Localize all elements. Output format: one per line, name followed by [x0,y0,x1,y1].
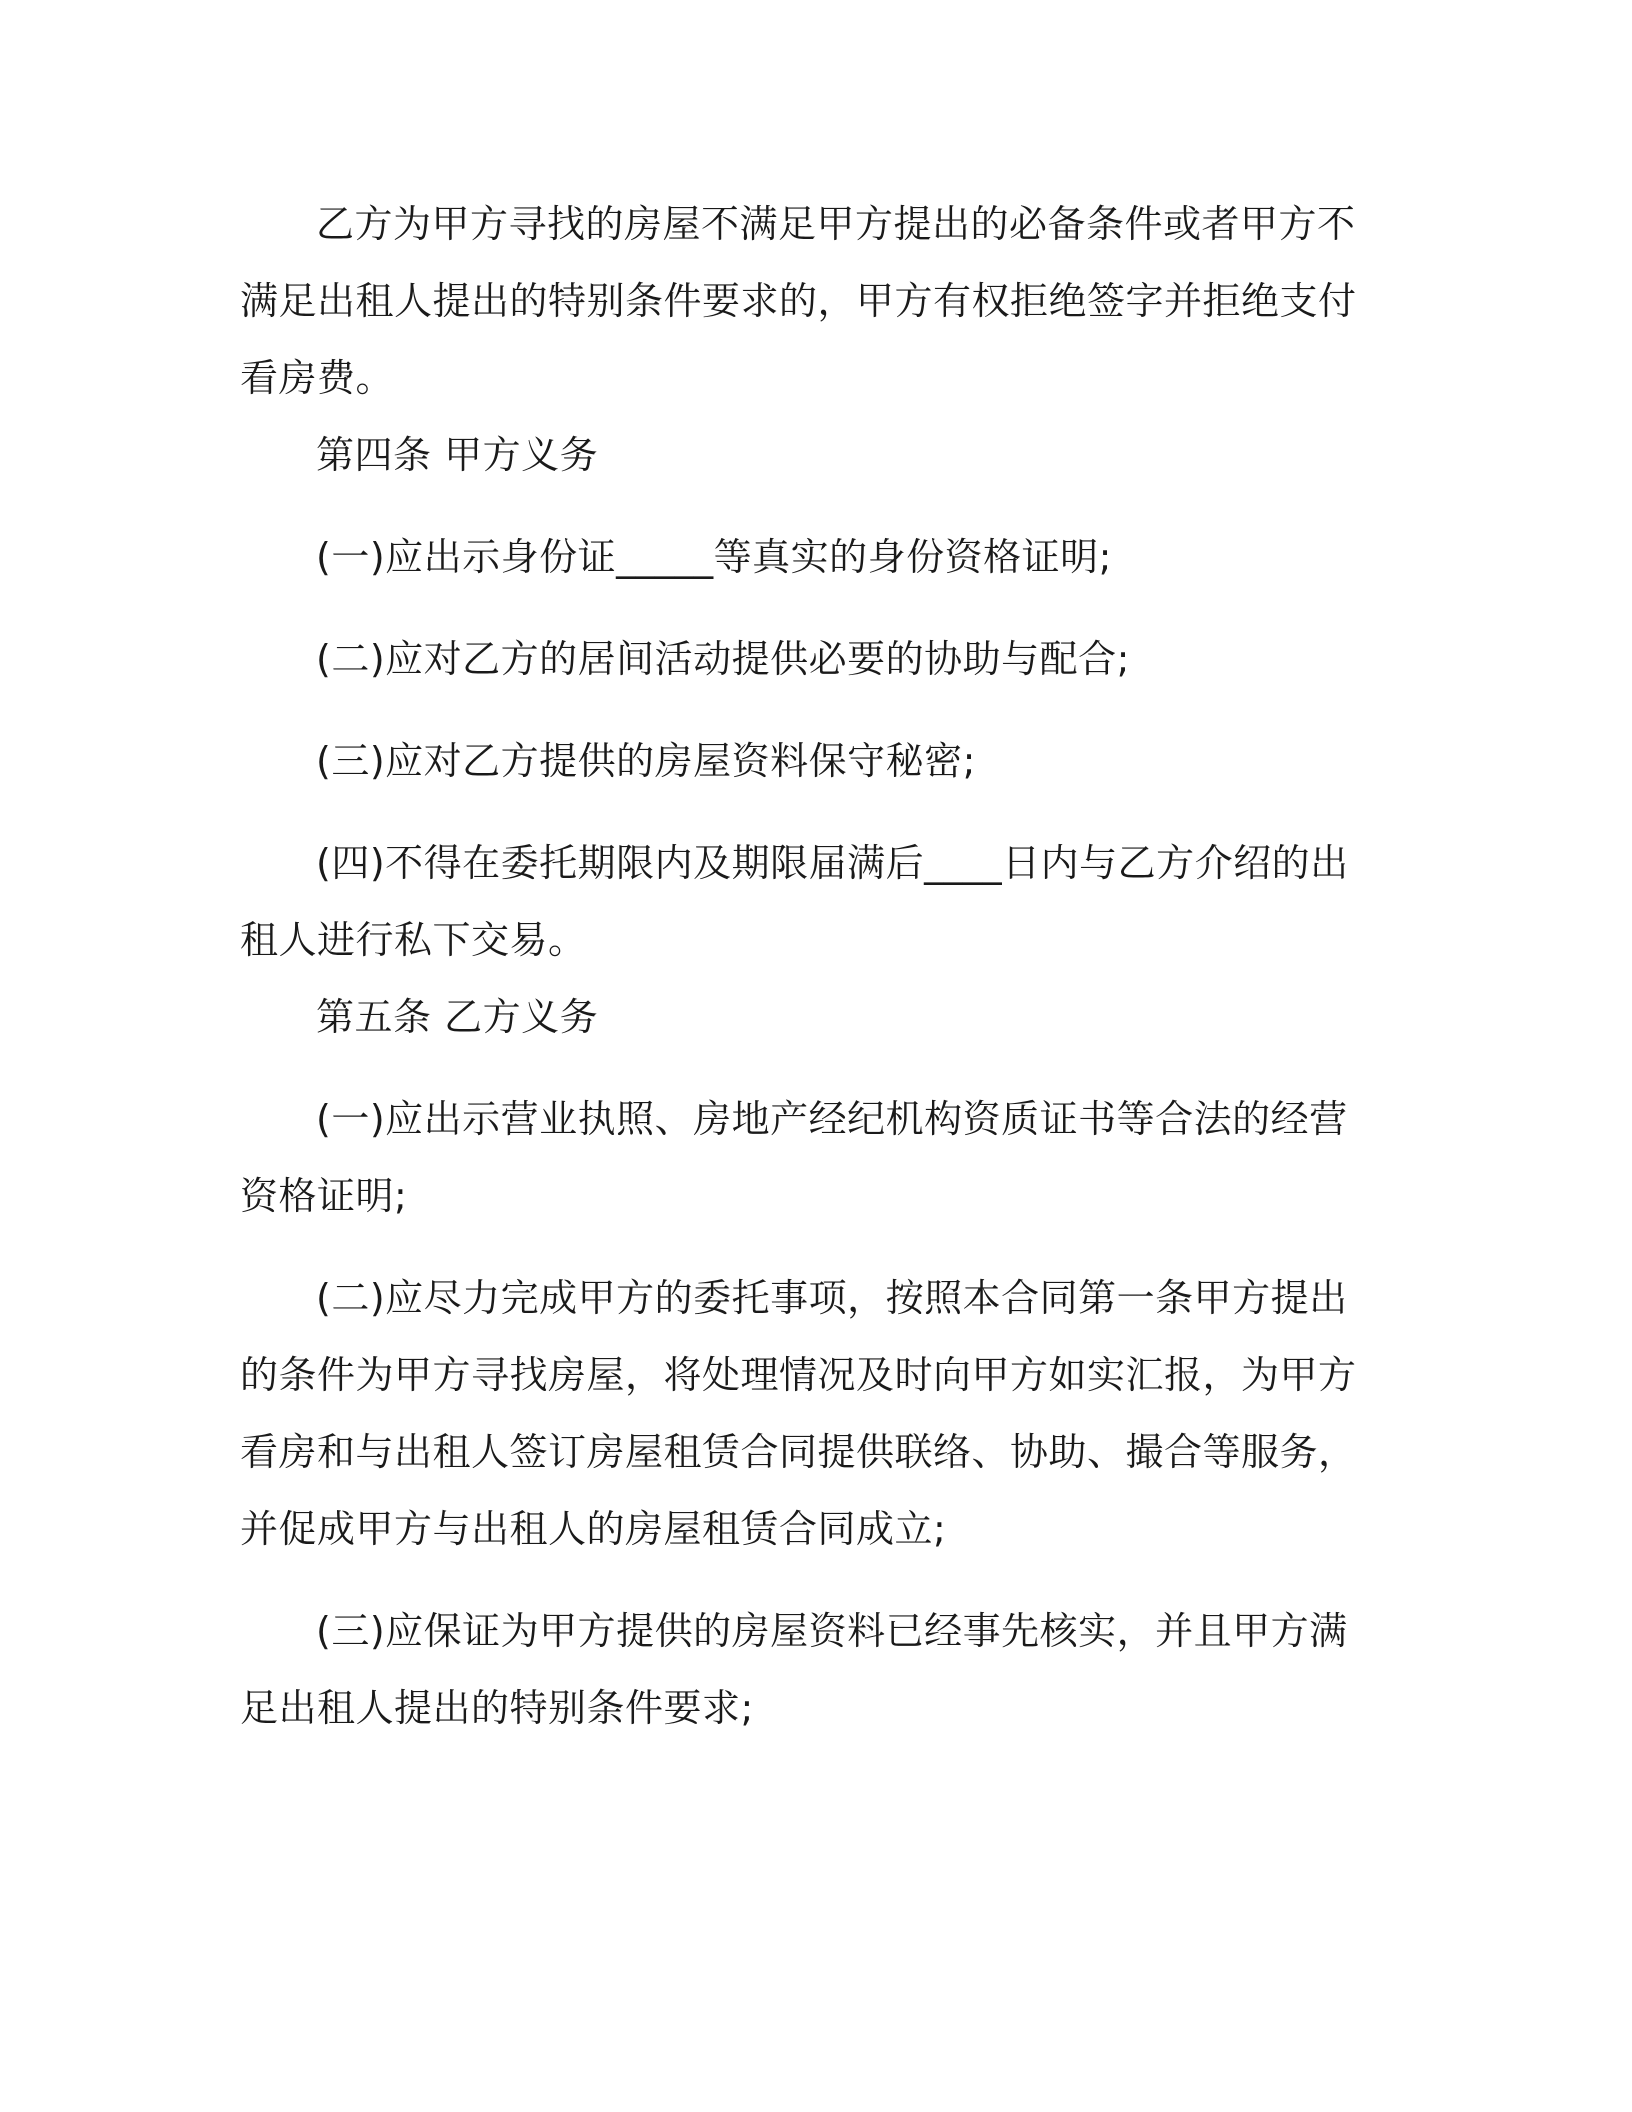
article-4-item-2: (二)应对乙方的居间活动提供必要的协助与配合; [316,637,1130,681]
article-5-heading: 第五条 乙方义务 [316,995,599,1039]
article-5-item-3: (三)应保证为甲方提供的房屋资料已经事先核实，并且甲方满足出租人提出的特别条件要求; [240,1609,1348,1730]
article-4-item-4: (四)不得在委托期限内及期限届满后____日内与乙方介绍的出租人进行私下交易。 [240,841,1349,962]
article-4-item-3: (三)应对乙方提供的房屋资料保守秘密; [316,739,976,783]
article-4-item-1: (一)应出示身份证_____等真实的身份资格证明; [316,535,1112,579]
article-4-heading: 第四条 甲方义务 [316,433,599,477]
article-5-item-1: (一)应出示营业执照、房地产经纪机构资质证书等合法的经营资格证明; [240,1097,1348,1218]
document-body [240,186,1380,1747]
article-5-item-2: (二)应尽力完成甲方的委托事项，按照本合同第一条甲方提出的条件为甲方寻找房屋，将处理情况及时向甲方如实汇报，为甲方看房和与出租人签订房屋租赁合同提供联络、协助、撮合等服务，并促成甲方与出租人的房屋租赁合同成立; [240,1276,1357,1551]
paragraph-refusal-clause: 乙方为甲方寻找的房屋不满足甲方提出的必备条件或者甲方不满足出租人提出的特别条件要求的，甲方有权拒绝签字并拒绝支付看房费。 [240,202,1357,400]
